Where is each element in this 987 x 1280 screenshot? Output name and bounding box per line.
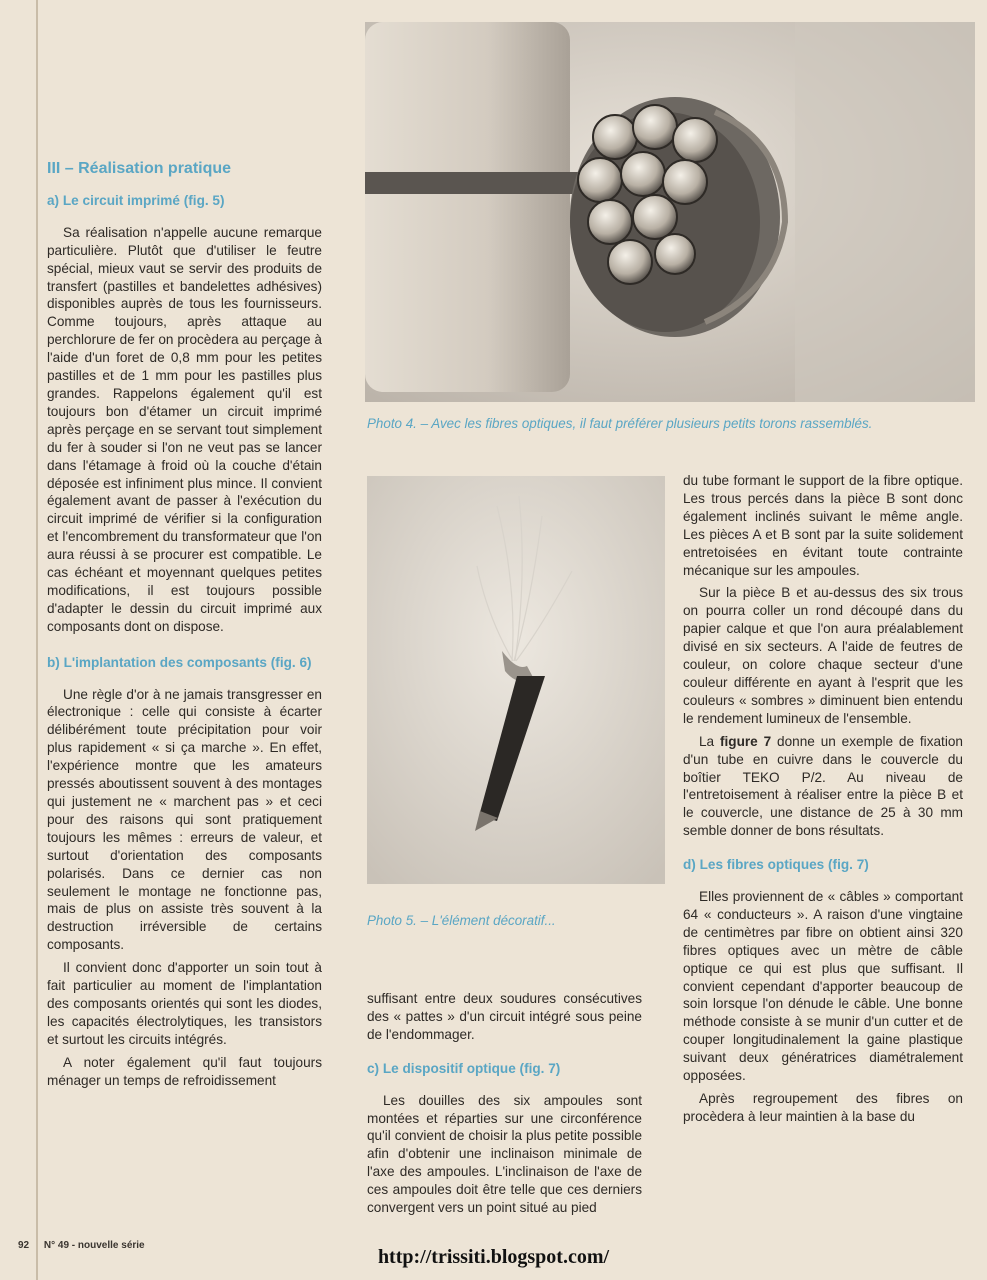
decorative-element-image: [367, 476, 665, 884]
subsection-b-title: b) L'implantation des composants (fig. 6): [47, 654, 312, 670]
photo-4-caption: Photo 4. – Avec les fibres optiques, il faut préférer plusieurs petits torons rassemblés.: [367, 416, 873, 431]
photo-4-fiber-bundle: [365, 22, 975, 402]
page-gutter: [36, 0, 38, 1280]
paragraph: du tube formant le support de la fibre optique. Les trous percés dans la pièce B sont donc également inclinés suivant le même angle. Les pièces A et B sont par la suite solidement entretoisées en évitant toute contrainte mécanique sur les ampoules.: [683, 473, 963, 578]
page-number: 92: [18, 1240, 30, 1251]
right-column: [683, 472, 963, 1131]
figure-reference: figure 7: [719, 733, 772, 749]
paragraph: Après regroupement des fibres on procèdera à leur maintien à la base du: [683, 1091, 963, 1124]
fiber-bundle-image: [365, 22, 975, 402]
watermark-url: http://trissiti.blogspot.com/: [377, 1246, 610, 1268]
paragraph-figure-7: [683, 733, 963, 840]
paragraph: Sa réalisation n'appelle aucune remarque particulière. Plutôt que d'utiliser le feutre spécial, mieux vaut se servir des produits de transfert (pastilles et bandelettes adhésives) disponibles auprès de tous les fournisseurs. Comme toujours, après attaque au perchlorure de fer on procèdera au perçage à l'aide d'un foret de 0,8 mm pour les petites pastilles et de 1 mm pour les pastilles plus grandes. Rappelons également qu'il est toujours bon d'étamer un circuit imprimé après perçage en se servant tout simplement du fer à souder si l'on ne veut pas se lancer dans l'étamage à froid où la couche d'étain déposée est infiniment plus mince. Il convient également avant de passer à l'exécution du circuit imprimé de vérifier si la configuration et l'encombrement du transformateur que l'on aura réussi à se procurer est compatible. Le cas échéant et moyennant quelques petites modifications, il est toujours possible d'adapter le dessin du circuit imprimé aux composants dont on dispose.: [47, 224, 322, 634]
subsection-a-title: a) Le circuit imprimé (fig. 5): [47, 192, 225, 208]
issue-label: N° 49 - nouvelle série: [43, 1240, 145, 1251]
subsection-d-title: d) Les fibres optiques (fig. 7): [683, 857, 869, 873]
section-title: III – Réalisation pratique: [47, 160, 232, 177]
subsection-c-title: c) Le dispositif optique (fig. 7): [367, 1060, 561, 1076]
paragraph: A noter également qu'il faut toujours ménager un temps de refroidissement: [47, 1054, 322, 1088]
left-column: [47, 160, 322, 1095]
paragraph: Une règle d'or à ne jamais transgresser en électronique : celle qui consiste à écarter délibérément toute précipitation pour voir plus rapidement « si ça marche ». En effet, l'expérience montre que les amateurs pressés aboutissent souvent à des montages qui justement ne « marchent pas » et ceci pour des raisons qui sont pratiquement toujours les mêmes : erreurs de valeur, et surtout d'orientation des composants polarisés. Dans ce dernier cas non seulement le montage ne fonctionne pas, mais de plus on assiste très souvent à la destruction irréversible de certains composants.: [47, 686, 322, 953]
photo-5-decorative-element: [367, 476, 665, 884]
text: donne un exemple de fixation d'un tube en cuivre dans le couvercle du boîtier TEKO P/2. Au niveau de l'entretoisement à réaliser entre la pièce B et le couvercle, une distance de 25 à 30 mm semble donner de bons résultats.: [683, 733, 963, 839]
paragraph: suffisant entre deux soudures consécutives des « pattes » d'un circuit intégré sous peine de l'endommager.: [367, 991, 642, 1042]
middle-column: [367, 990, 642, 1222]
paragraph: Il convient donc d'apporter un soin tout à fait particulier au moment de l'implantation des composants orientés qui sont les diodes, les capacités électrolytiques, les transistors et surtout les circuits intégrés.: [47, 960, 322, 1047]
text: La: [699, 733, 720, 749]
paragraph: Elles proviennent de « câbles » comportant 64 « conducteurs ». A raison d'une vingtaine de centimètres par fibre on obtient ainsi 320 fibres optiques avec un mètre de câble optique ce qui est plus que suffisant. Il convient cependant d'apporter beaucoup de soin lorsque l'on dénude le câble. Une bonne méthode consiste à se munir d'un cutter et de couper longitudinalement la gaine plastique suivant deux génératrices diamétralement opposées.: [683, 889, 963, 1084]
paragraph: Sur la pièce B et au-dessus des six trous on pourra coller un rond découpé dans du papier calque et que l'on aura préalablement divisé en six secteurs. A l'aide de feutres de couleur, on colore chaque secteur d'une couleur différente en ayant à l'esprit que les couleurs « sombres » diminuent bien entendu le rendement lumineux de l'ensemble.: [683, 585, 963, 726]
paragraph: Les douilles des six ampoules sont montées et réparties sur une circonférence qu'il convient de choisir la plus petite possible afin d'obtenir une inclinaison minimale de l'axe des ampoules. L'inclinaison de l'axe de ces ampoules doit être telle que ces derniers convergent vers un point situé au pied: [367, 1092, 642, 1216]
photo-5-caption: Photo 5. – L'élément décoratif...: [367, 913, 556, 928]
